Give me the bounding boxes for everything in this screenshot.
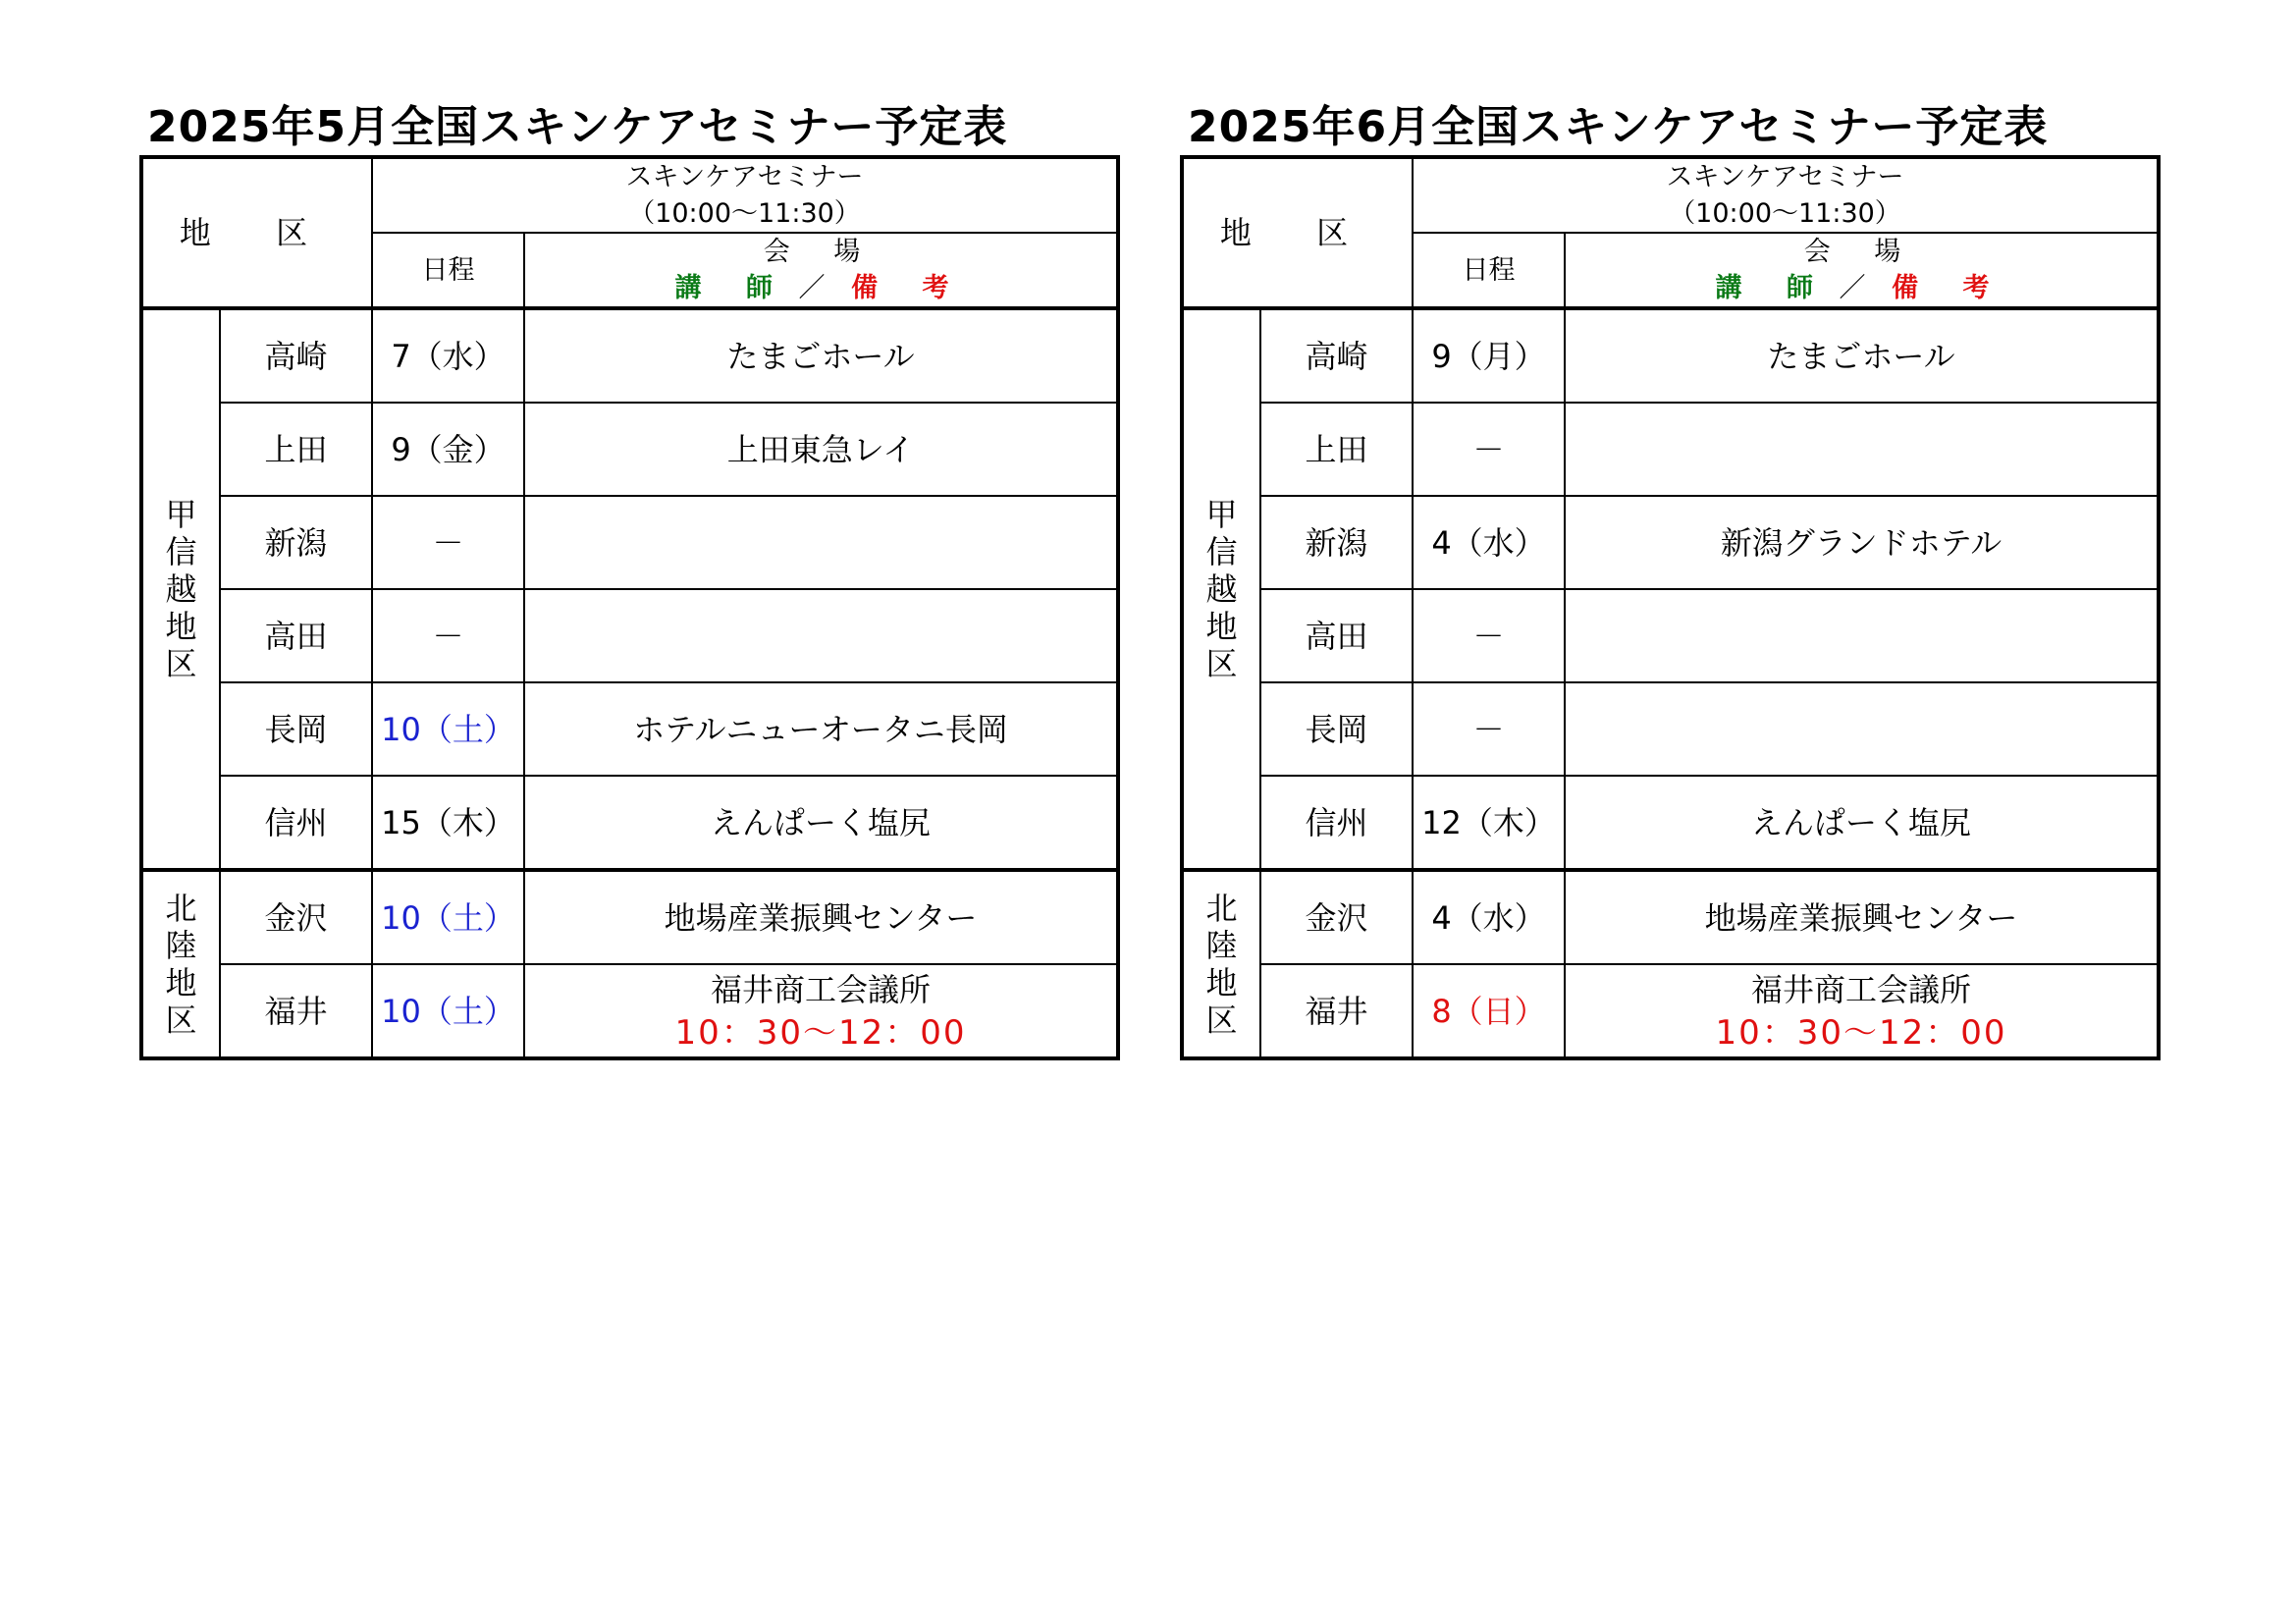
venue-header-label: 会 場 (763, 237, 879, 267)
table-row (141, 682, 1118, 776)
date-cell: 9（月） (1413, 308, 1565, 403)
city-cell: 長岡 (220, 682, 372, 776)
city-cell: 金沢 (1260, 870, 1413, 964)
venue-cell (1565, 308, 2159, 403)
venue-cell (524, 308, 1118, 403)
city-cell: 長岡 (1260, 682, 1413, 776)
date-header: 日程 (372, 233, 524, 308)
date-cell: － (1413, 682, 1565, 776)
date-header: 日程 (1413, 233, 1565, 308)
city-cell: 上田 (1260, 403, 1413, 496)
lecturer-label: 講 師 (674, 273, 790, 303)
venue-name: 福井商工会議所 (711, 970, 932, 1008)
table-row (141, 403, 1118, 496)
region-cell (1182, 308, 1260, 870)
date-cell: － (1413, 589, 1565, 682)
area-header: 地 区 (1182, 157, 1413, 308)
note-label: 備 考 (851, 273, 967, 303)
date-cell: 8（日） (1413, 964, 1565, 1058)
venue-cell (1565, 682, 2159, 776)
region-char: 地 (1205, 964, 1238, 1001)
table-row (1182, 682, 2159, 776)
venue-name: 福井商工会議所 (1751, 970, 1972, 1008)
venue-cell (1565, 496, 2159, 589)
venue-name: 地場産業振興センター (1704, 898, 2018, 937)
table-row (1182, 870, 2159, 964)
city-cell: 新潟 (220, 496, 372, 589)
seminar-time: （10:00～11:30） (628, 198, 861, 229)
region-char: 区 (165, 1001, 197, 1039)
area-header: 地 区 (141, 157, 372, 308)
region-char: 信 (1205, 533, 1238, 570)
table-row (141, 870, 1118, 964)
venue-header (524, 233, 1118, 308)
city-cell: 高崎 (1260, 308, 1413, 403)
schedule-title: 2025年6月全国スキンケアセミナー予定表 (1188, 102, 2049, 152)
slash-label: ／ (798, 273, 843, 303)
seminar-header (1413, 157, 2159, 233)
venue-name: えんぱーく塩尻 (711, 803, 932, 841)
note-label: 備 考 (1892, 273, 2007, 303)
table-row (141, 964, 1118, 1058)
schedule-table (1180, 155, 2161, 1060)
venue-cell (524, 589, 1118, 682)
table-row (1182, 308, 2159, 403)
venue-name: 新潟グランドホテル (1720, 523, 2002, 562)
region-cell (1182, 870, 1260, 1058)
seminar-header (372, 157, 1118, 233)
region-char: 信 (165, 533, 197, 570)
lecturer-label: 講 師 (1715, 273, 1831, 303)
city-cell: 高崎 (220, 308, 372, 403)
date-cell: 9（金） (372, 403, 524, 496)
city-cell: 新潟 (1260, 496, 1413, 589)
city-cell: 金沢 (220, 870, 372, 964)
venue-cell (1565, 964, 2159, 1058)
date-cell: 10（土） (372, 870, 524, 964)
venue-header-label: 会 場 (1803, 237, 1919, 267)
seminar-time: （10:00～11:30） (1669, 198, 1901, 229)
venue-cell (1565, 870, 2159, 964)
seminar-label: スキンケアセミナー (1666, 162, 1904, 192)
city-cell: 福井 (1260, 964, 1413, 1058)
region-char: 越 (1205, 570, 1238, 608)
venue-cell (524, 964, 1118, 1058)
table-row (1182, 403, 2159, 496)
schedule-title: 2025年5月全国スキンケアセミナー予定表 (147, 102, 1008, 152)
region-cell (141, 870, 220, 1058)
slash-label: ／ (1839, 273, 1884, 303)
date-cell: 10（土） (372, 682, 524, 776)
city-cell: 福井 (220, 964, 372, 1058)
date-cell: 4（水） (1413, 496, 1565, 589)
region-char: 甲 (1205, 496, 1238, 533)
venue-name: 地場産業振興センター (664, 898, 978, 937)
venue-cell (524, 682, 1118, 776)
table-row (141, 776, 1118, 870)
table-row (1182, 589, 2159, 682)
date-cell: 12（木） (1413, 776, 1565, 870)
city-cell: 高田 (220, 589, 372, 682)
venue-name: たまごホール (1767, 337, 1955, 375)
city-cell: 信州 (1260, 776, 1413, 870)
region-char: 甲 (165, 496, 197, 533)
region-char: 区 (165, 645, 197, 682)
date-cell: 7（水） (372, 308, 524, 403)
venue-cell (524, 870, 1118, 964)
date-cell: － (1413, 403, 1565, 496)
date-cell: － (372, 496, 524, 589)
date-cell: 15（木） (372, 776, 524, 870)
venue-cell (524, 403, 1118, 496)
venue-cell (524, 496, 1118, 589)
venue-name: たまごホール (726, 337, 915, 375)
table-row (1182, 964, 2159, 1058)
venue-name: えんぱーく塩尻 (1751, 803, 1972, 841)
venue-note: 10：30～12：00 (674, 1012, 967, 1053)
venue-name: 上田東急レイ (726, 430, 915, 468)
venue-cell (1565, 776, 2159, 870)
table-row (141, 308, 1118, 403)
seminar-label: スキンケアセミナー (625, 162, 864, 192)
date-cell: － (372, 589, 524, 682)
region-char: 北 (165, 890, 197, 927)
table-row (1182, 496, 2159, 589)
region-char: 地 (1205, 608, 1238, 645)
region-char: 北 (1205, 890, 1238, 927)
city-cell: 上田 (220, 403, 372, 496)
region-char: 陸 (1205, 927, 1238, 964)
region-char: 地 (165, 608, 197, 645)
table-row (141, 496, 1118, 589)
city-cell: 信州 (220, 776, 372, 870)
table-row (141, 589, 1118, 682)
city-cell: 高田 (1260, 589, 1413, 682)
date-cell: 4（水） (1413, 870, 1565, 964)
region-char: 陸 (165, 927, 197, 964)
table-row (1182, 776, 2159, 870)
schedule-table (139, 155, 1120, 1060)
region-cell (141, 308, 220, 870)
venue-cell (1565, 403, 2159, 496)
venue-header (1565, 233, 2159, 308)
venue-name: ホテルニューオータニ長岡 (633, 710, 1008, 748)
venue-cell (1565, 589, 2159, 682)
venue-cell (524, 776, 1118, 870)
region-char: 区 (1205, 645, 1238, 682)
venue-note: 10：30～12：00 (1715, 1012, 2007, 1053)
region-char: 地 (165, 964, 197, 1001)
region-char: 区 (1205, 1001, 1238, 1039)
region-char: 越 (165, 570, 197, 608)
date-cell: 10（土） (372, 964, 524, 1058)
